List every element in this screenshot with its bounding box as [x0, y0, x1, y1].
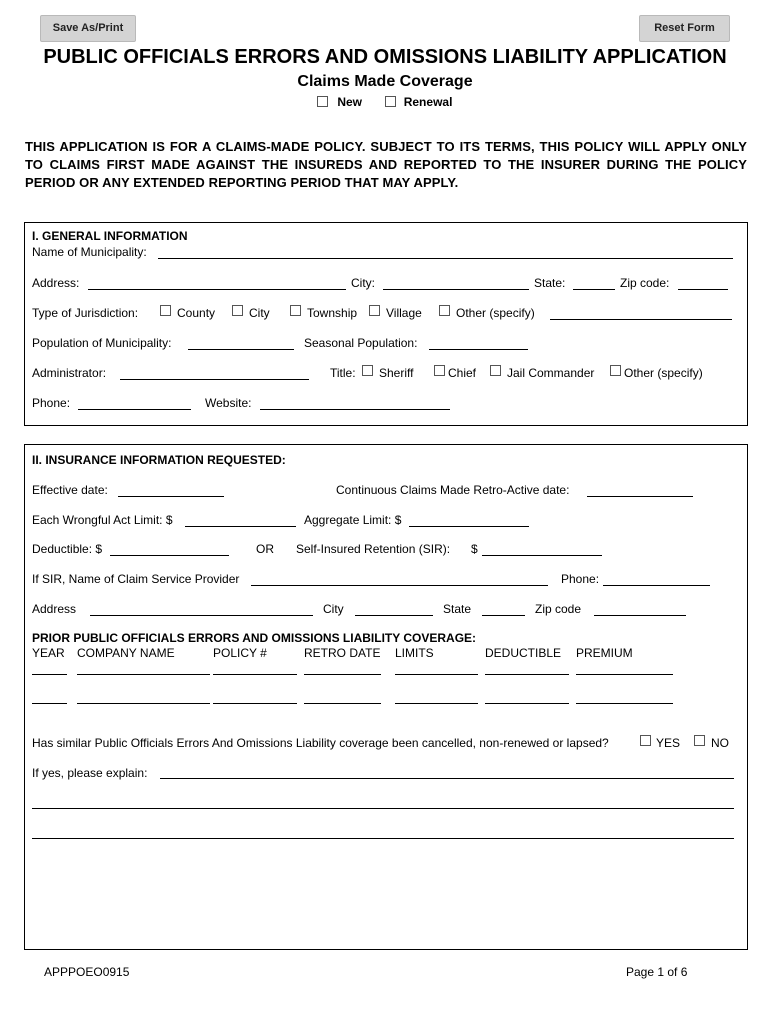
prior-coverage-heading: PRIOR PUBLIC OFFICIALS ERRORS AND OMISSIONS LIABILITY COVERAGE:: [32, 631, 477, 645]
sheriff-label: Sheriff: [379, 366, 414, 380]
column-limits: LIMITS: [395, 646, 434, 660]
coverage-type-options: [317, 95, 452, 109]
form-code: APPPOEO0915: [44, 965, 130, 979]
website-label: Website:: [205, 396, 252, 410]
phone-label: Phone:: [32, 396, 71, 410]
prior-premium-field-2[interactable]: [576, 703, 673, 704]
chief-checkbox[interactable]: [434, 365, 445, 376]
jurisdiction-label: Type of Jurisdiction:: [32, 306, 139, 320]
explain-field-2[interactable]: [32, 808, 734, 809]
phone-field[interactable]: [78, 409, 191, 410]
save-print-button[interactable]: Save As/Print: [40, 15, 136, 42]
renewal-label: Renewal: [403, 95, 453, 109]
prior-year-field-2[interactable]: [32, 703, 67, 704]
wrongful-act-limit-field[interactable]: [185, 526, 296, 527]
deductible-label: Deductible: $: [32, 542, 103, 556]
provider-state-field[interactable]: [482, 615, 525, 616]
deductible-field[interactable]: [110, 555, 229, 556]
new-label: New: [337, 95, 363, 109]
zip-field[interactable]: [678, 289, 728, 290]
county-checkbox[interactable]: [160, 305, 171, 316]
or-label: OR: [256, 542, 274, 556]
sir-label: Self-Insured Retention (SIR):: [296, 542, 451, 556]
village-checkbox[interactable]: [369, 305, 380, 316]
other-jurisdiction-checkbox[interactable]: [439, 305, 450, 316]
provider-zip-label: Zip code: [535, 602, 582, 616]
sir-dollar-label: $: [471, 542, 478, 556]
reset-form-button[interactable]: Reset Form: [639, 15, 730, 42]
zip-label: Zip code:: [620, 276, 670, 290]
explain-field-3[interactable]: [32, 838, 734, 839]
explain-field-1[interactable]: [160, 778, 734, 779]
page-title: PUBLIC OFFICIALS ERRORS AND OMISSIONS LIABILITY APPLICATION: [43, 46, 727, 68]
column-company-name: COMPANY NAME: [77, 646, 175, 660]
effective-date-label: Effective date:: [32, 483, 108, 497]
provider-phone-label: Phone:: [561, 572, 600, 586]
provider-address-field[interactable]: [90, 615, 313, 616]
prior-company-field-2[interactable]: [77, 703, 210, 704]
township-checkbox[interactable]: [290, 305, 301, 316]
website-field[interactable]: [260, 409, 450, 410]
municipality-name-field[interactable]: [158, 258, 733, 259]
city-option-label: City: [249, 306, 270, 320]
prior-retro-field-2[interactable]: [304, 703, 381, 704]
jail-commander-checkbox[interactable]: [490, 365, 501, 376]
chief-label: Chief: [448, 366, 477, 380]
population-label: Population of Municipality:: [32, 336, 172, 350]
page-number: Page 1 of 6: [626, 965, 688, 979]
prior-premium-field-1[interactable]: [576, 674, 673, 675]
effective-date-field[interactable]: [118, 496, 224, 497]
claims-made-notice: THIS APPLICATION IS FOR A CLAIMS-MADE POLICY. SUBJECT TO ITS TERMS, THIS POLICY WILL APPLY ONLY TO CLAIMS FIRST MADE AGAINST THE INSUREDS AND REPORTED TO THE INSURER DURING THE POLICY PERIOD OR ANY EXTENDED REPORTING PERIOD THAT MAY APPLY.: [25, 139, 747, 190]
other-jurisdiction-label: Other (specify): [456, 306, 535, 320]
column-year: YEAR: [32, 646, 65, 660]
village-label: Village: [386, 306, 422, 320]
retro-date-label: Continuous Claims Made Retro-Active date:: [336, 483, 570, 497]
renewal-checkbox[interactable]: [385, 96, 396, 107]
prior-deductible-field-1[interactable]: [485, 674, 569, 675]
section-heading: II. INSURANCE INFORMATION REQUESTED:: [32, 453, 286, 467]
population-field[interactable]: [188, 349, 294, 350]
column-retro-date: RETRO DATE: [304, 646, 381, 660]
address-label: Address:: [32, 276, 80, 290]
prior-limits-field-1[interactable]: [395, 674, 478, 675]
aggregate-limit-field[interactable]: [409, 526, 529, 527]
seasonal-population-field[interactable]: [429, 349, 528, 350]
other-title-label: Other (specify): [624, 366, 703, 380]
provider-state-label: State: [443, 602, 472, 616]
seasonal-population-label: Seasonal Population:: [304, 336, 418, 350]
township-label: Township: [307, 306, 358, 320]
aggregate-limit-label: Aggregate Limit: $: [304, 513, 402, 527]
provider-phone-field[interactable]: [603, 585, 710, 586]
prior-policy-field-1[interactable]: [213, 674, 297, 675]
municipality-name-label: Name of Municipality:: [32, 245, 147, 259]
provider-city-field[interactable]: [355, 615, 433, 616]
sir-provider-label: If SIR, Name of Claim Service Provider: [32, 572, 240, 586]
prior-retro-field-1[interactable]: [304, 674, 381, 675]
retro-date-field[interactable]: [587, 496, 693, 497]
explain-label: If yes, please explain:: [32, 766, 148, 780]
prior-company-field-1[interactable]: [77, 674, 210, 675]
sir-provider-field[interactable]: [251, 585, 548, 586]
county-label: County: [177, 306, 216, 320]
other-jurisdiction-field[interactable]: [550, 319, 732, 320]
sheriff-checkbox[interactable]: [362, 365, 373, 376]
title-label: Title:: [330, 366, 356, 380]
yes-checkbox[interactable]: [640, 735, 651, 746]
column-policy-number: POLICY #: [213, 646, 267, 660]
provider-city-label: City: [323, 602, 344, 616]
yes-label: YES: [656, 736, 681, 750]
page-subtitle: Claims Made Coverage: [297, 73, 473, 90]
city-checkbox[interactable]: [232, 305, 243, 316]
prior-year-field-1[interactable]: [32, 674, 67, 675]
administrator-field[interactable]: [120, 379, 309, 380]
administrator-label: Administrator:: [32, 366, 107, 380]
state-field[interactable]: [573, 289, 615, 290]
section-heading: I. GENERAL INFORMATION: [32, 229, 188, 243]
cancelled-question: Has similar Public Officials Errors And Omissions Liability coverage been cancelled, non-renewed or lapsed?: [32, 736, 609, 750]
provider-zip-field[interactable]: [594, 615, 686, 616]
city-label: City:: [351, 276, 375, 290]
jail-commander-label: Jail Commander: [507, 366, 595, 380]
sir-field[interactable]: [482, 555, 602, 556]
state-label: State:: [534, 276, 566, 290]
column-premium: PREMIUM: [576, 646, 633, 660]
prior-policy-field-2[interactable]: [213, 703, 297, 704]
no-label: NO: [711, 736, 729, 750]
column-deductible: DEDUCTIBLE: [485, 646, 562, 660]
new-checkbox[interactable]: [317, 96, 328, 107]
prior-limits-field-2[interactable]: [395, 703, 478, 704]
other-title-checkbox[interactable]: [610, 365, 621, 376]
wrongful-act-limit-label: Each Wrongful Act Limit: $: [32, 513, 173, 527]
prior-deductible-field-2[interactable]: [485, 703, 569, 704]
provider-address-label: Address: [32, 602, 77, 616]
no-checkbox[interactable]: [694, 735, 705, 746]
city-field[interactable]: [383, 289, 529, 290]
address-field[interactable]: [88, 289, 346, 290]
